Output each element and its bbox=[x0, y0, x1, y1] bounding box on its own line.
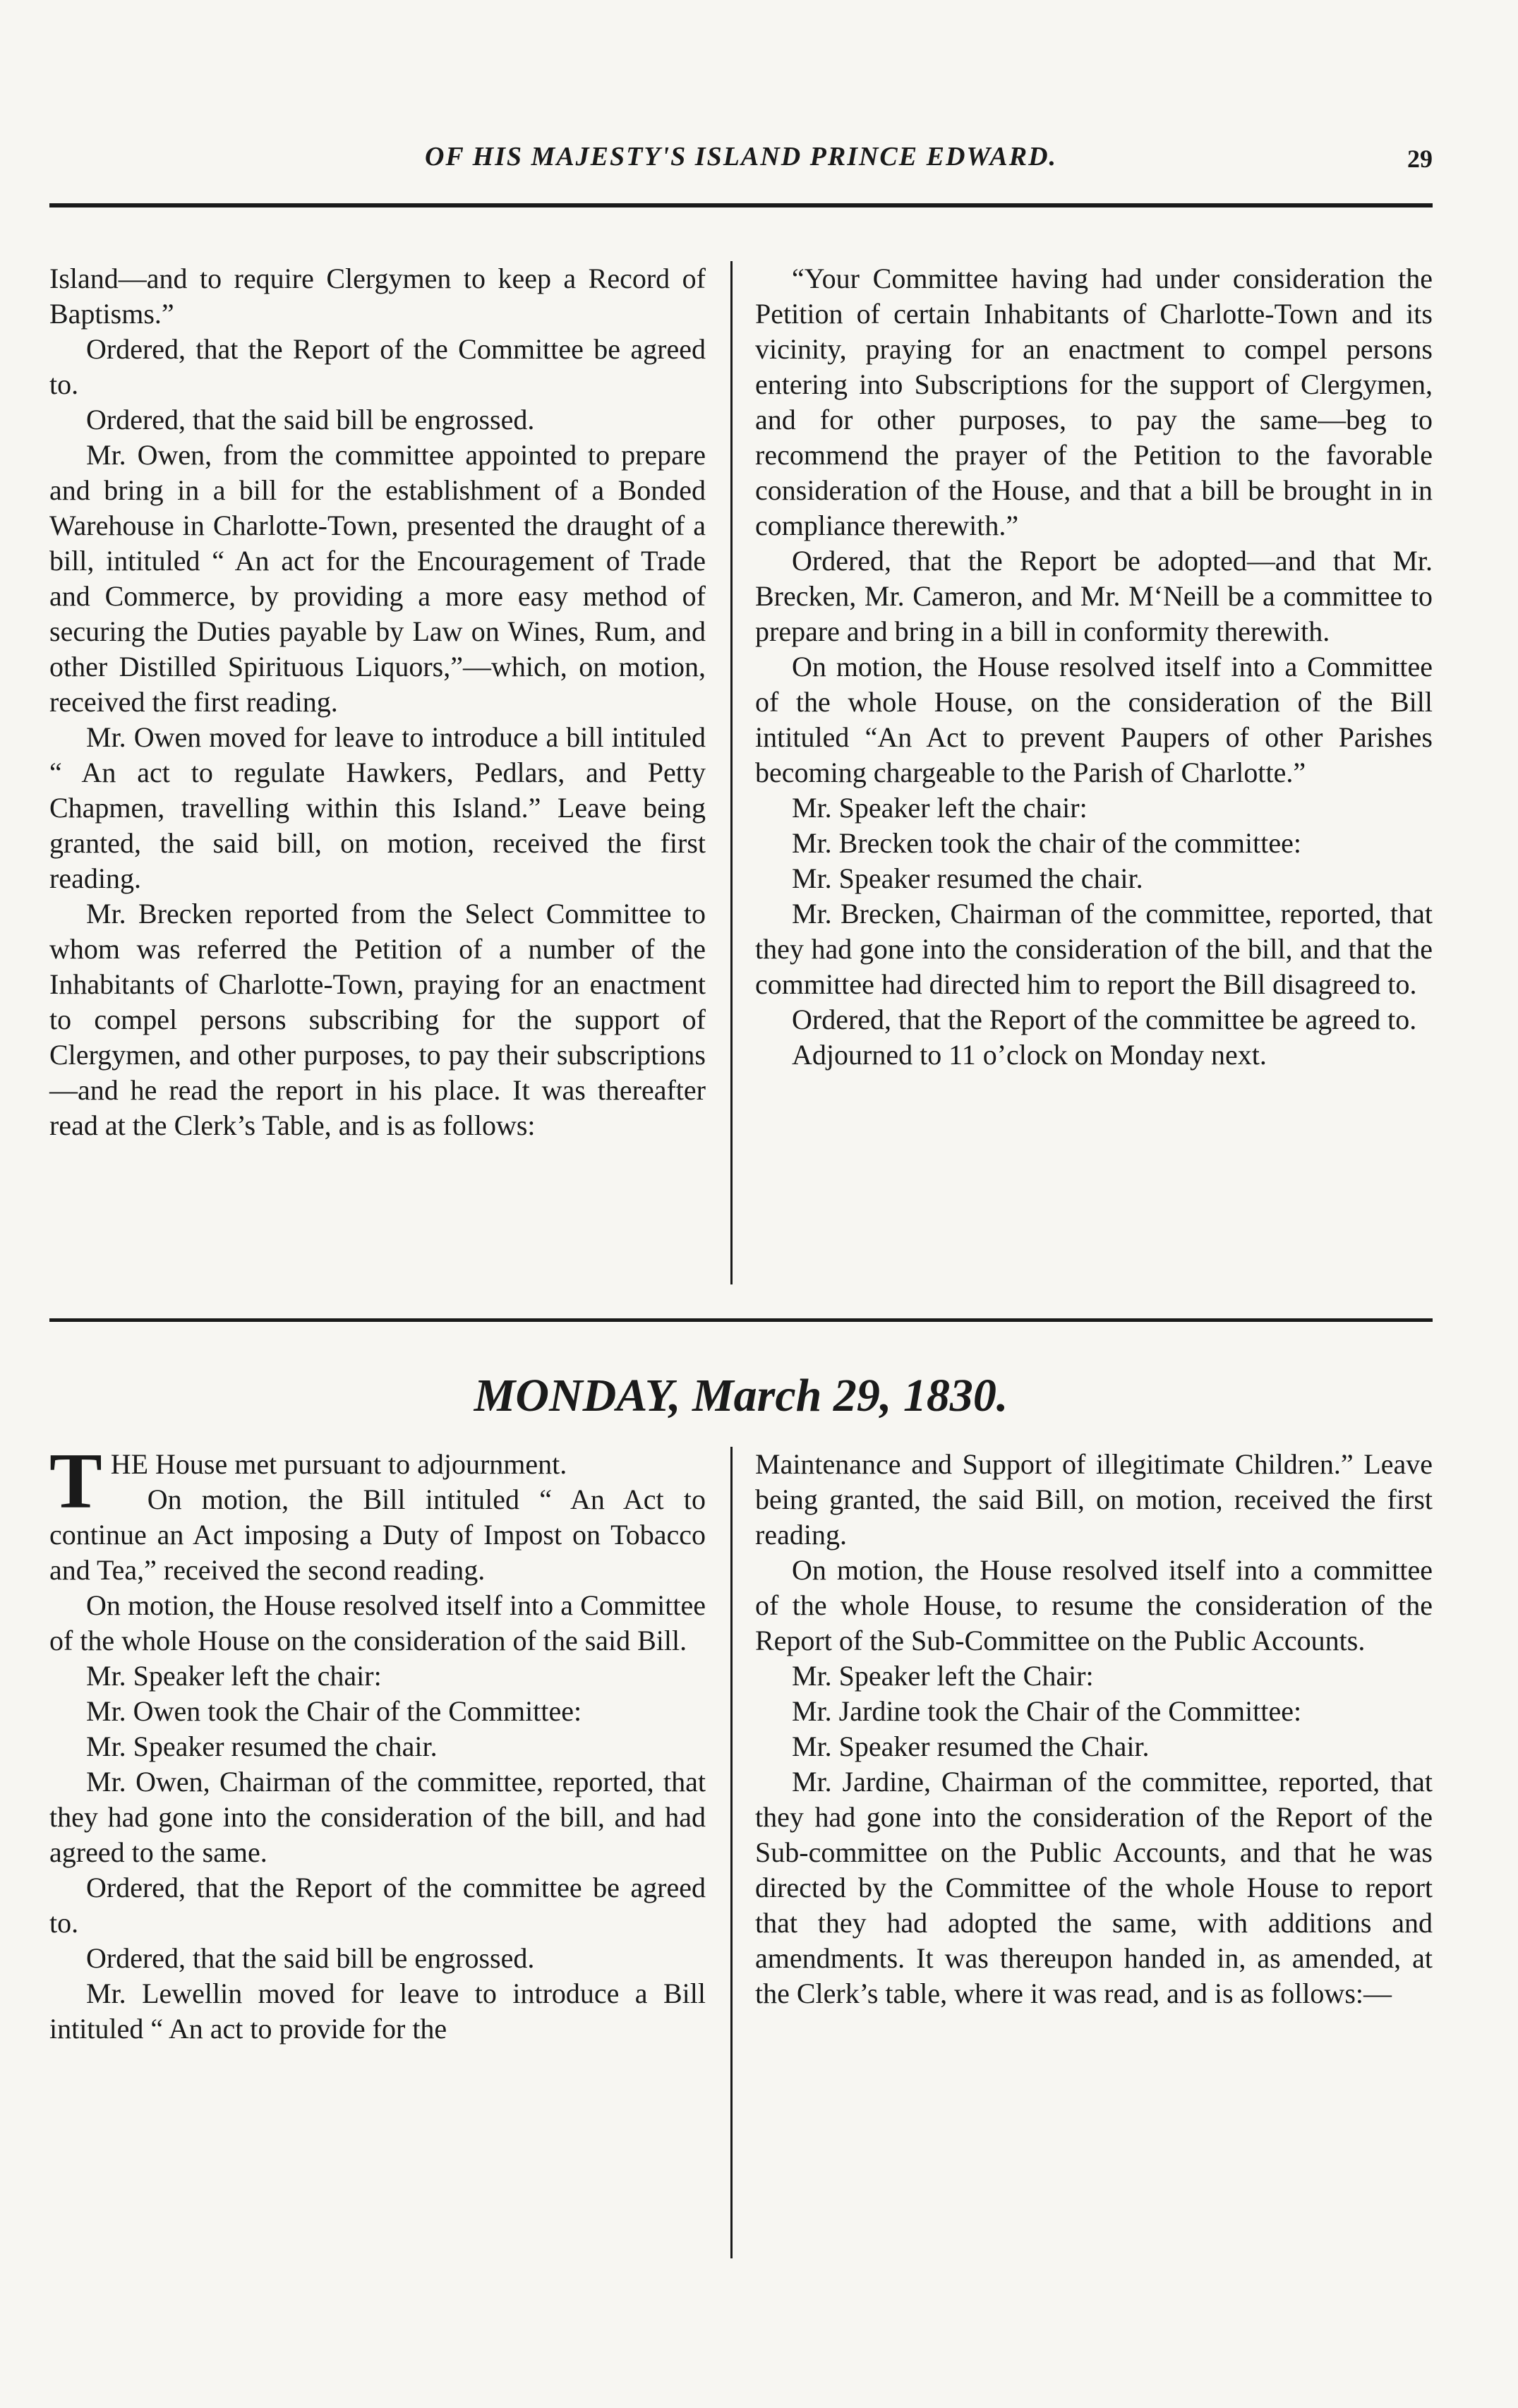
paragraph: Mr. Speaker left the chair: bbox=[86, 1660, 382, 1692]
paragraph: Mr. Speaker left the Chair: bbox=[792, 1660, 1094, 1692]
paragraph: Mr. Owen moved for leave to introduce a bill intituled “ An act to regulate Hawkers, Pedlars, and Petty Chapmen, travelling within this Island.” Leave being granted, the said bill, on motion, received the first reading. bbox=[49, 721, 706, 894]
drop-cap: T bbox=[49, 1438, 102, 1525]
paragraph: Mr. Speaker resumed the chair. bbox=[86, 1730, 438, 1762]
paragraph: Ordered, that the Report of the committee be agreed to. bbox=[792, 1004, 1417, 1035]
section1-left-column bbox=[49, 261, 706, 1143]
paragraph: Maintenance and Support of illegitimate Children.” Leave being granted, the said Bill, on motion, received the first reading. bbox=[755, 1448, 1433, 1551]
paragraph: Mr. Owen took the Chair of the Committee: bbox=[86, 1695, 582, 1727]
section2-right-column bbox=[755, 1447, 1433, 2011]
paragraph: Mr. Brecken took the chair of the committee: bbox=[792, 827, 1301, 859]
paragraph: Mr. Owen, from the committee appointed to prepare and bring in a bill for the establishment of a Bonded Warehouse in Charlotte-Town, presented the draught of a bill, intituled “ An act for the Encouragement of Trade and Commerce, by providing a more easy method of securing the Duties payable by Law on Wines, Rum, and other Distilled Spirituous Liquors,”—which, on motion, received the first reading. bbox=[49, 439, 706, 718]
paragraph: Mr. Speaker resumed the Chair. bbox=[792, 1730, 1150, 1762]
paragraph: Ordered, that the Report be adopted—and that Mr. Brecken, Mr. Cameron, and Mr. M‘Neill be a committee to prepare and bring in a bill in conformity therewith. bbox=[755, 545, 1433, 647]
section-rule bbox=[49, 1318, 1433, 1322]
paragraph: Ordered, that the Report of the Committee be agreed to. bbox=[49, 333, 706, 400]
page-number: 29 bbox=[1407, 145, 1433, 173]
paragraph: Ordered, that the said bill be engrossed. bbox=[86, 404, 535, 435]
column-divider bbox=[730, 261, 733, 1284]
paragraph: “Your Committee having had under consideration the Petition of certain Inhabitants of Charlotte-Town and its vicinity, praying for an enactment to compel persons entering into Subscriptions for the support of Clergymen, and for other purposes, to pay the same—beg to recommend the prayer of the Petition to the favorable consideration of the House, and that a bill be brought in in compliance therewith.” bbox=[755, 263, 1433, 541]
paragraph: On motion, the Bill intituled “ An Act to continue an Act imposing a Duty of Impost on Tobacco and Tea,” received the second reading. bbox=[49, 1483, 706, 1586]
paragraph: Mr. Lewellin moved for leave to introduce a Bill intituled “ An act to provide for the bbox=[49, 1977, 706, 2045]
section1-right-column bbox=[755, 261, 1433, 1073]
paragraph: Ordered, that the Report of the committee be agreed to. bbox=[49, 1872, 706, 1939]
running-title: OF HIS MAJESTY'S ISLAND PRINCE EDWARD. bbox=[424, 142, 1058, 171]
paragraph: On motion, the House resolved itself into a Committee of the whole House on the consideration of the said Bill. bbox=[49, 1589, 706, 1656]
dateline-heading: MONDAY, March 29, 1830. bbox=[474, 1370, 1008, 1421]
section2-left-column bbox=[49, 1438, 706, 2047]
running-header bbox=[49, 141, 1433, 198]
paragraph: Mr. Jardine, Chairman of the committee, reported, that they had gone into the consideration of the Report of the Sub-committee on the Public Accounts, and that he was directed by the Committee of the whole House to report that they had adopted the same, with additions and amendments. It was thereupon handed in, as amended, at the Clerk’s table, where it was read, and is as follows:— bbox=[755, 1766, 1433, 2009]
paragraph: Mr. Brecken reported from the Select Committee to whom was referred the Petition of a number of the Inhabitants of Charlotte-Town, praying for an enactment to compel persons subscribing for the support of Clergymen, and other purposes, to pay their subscriptions—and he read the report in his place. It was thereafter read at the Clerk’s Table, and is as follows: bbox=[49, 898, 706, 1141]
paragraph: On motion, the House resolved itself into a committee of the whole House, to resume the consideration of the Report of the Sub-Committee on the Public Accounts. bbox=[755, 1554, 1433, 1656]
paragraph: Adjourned to 11 o’clock on Monday next. bbox=[792, 1039, 1267, 1071]
column-divider bbox=[730, 1447, 733, 2258]
header-rule bbox=[49, 203, 1433, 207]
paragraph: Mr. Speaker resumed the chair. bbox=[792, 862, 1143, 894]
opening-paragraph bbox=[49, 1438, 706, 1525]
paragraph: Mr. Jardine took the Chair of the Committee: bbox=[792, 1695, 1302, 1727]
paragraph: Mr. Owen, Chairman of the committee, reported, that they had gone into the consideration of the bill, and had agreed to the same. bbox=[49, 1766, 706, 1868]
paragraph: Mr. Brecken, Chairman of the committee, reported, that they had gone into the consideration of the bill, and that the committee had directed him to report the Bill disagreed to. bbox=[755, 898, 1433, 1000]
paragraph: Ordered, that the said bill be engrossed. bbox=[86, 1942, 535, 1974]
paragraph: Island—and to require Clergymen to keep a Record of Baptisms.” bbox=[49, 263, 706, 330]
paragraph: On motion, the House resolved itself into a Committee of the whole House, on the consideration of the Bill intituled “An Act to prevent Paupers of other Parishes becoming chargeable to the Parish of Charlotte.” bbox=[755, 651, 1433, 788]
opening-text: HE House met pursuant to adjournment. bbox=[110, 1448, 567, 1480]
paragraph: Mr. Speaker left the chair: bbox=[792, 792, 1088, 824]
